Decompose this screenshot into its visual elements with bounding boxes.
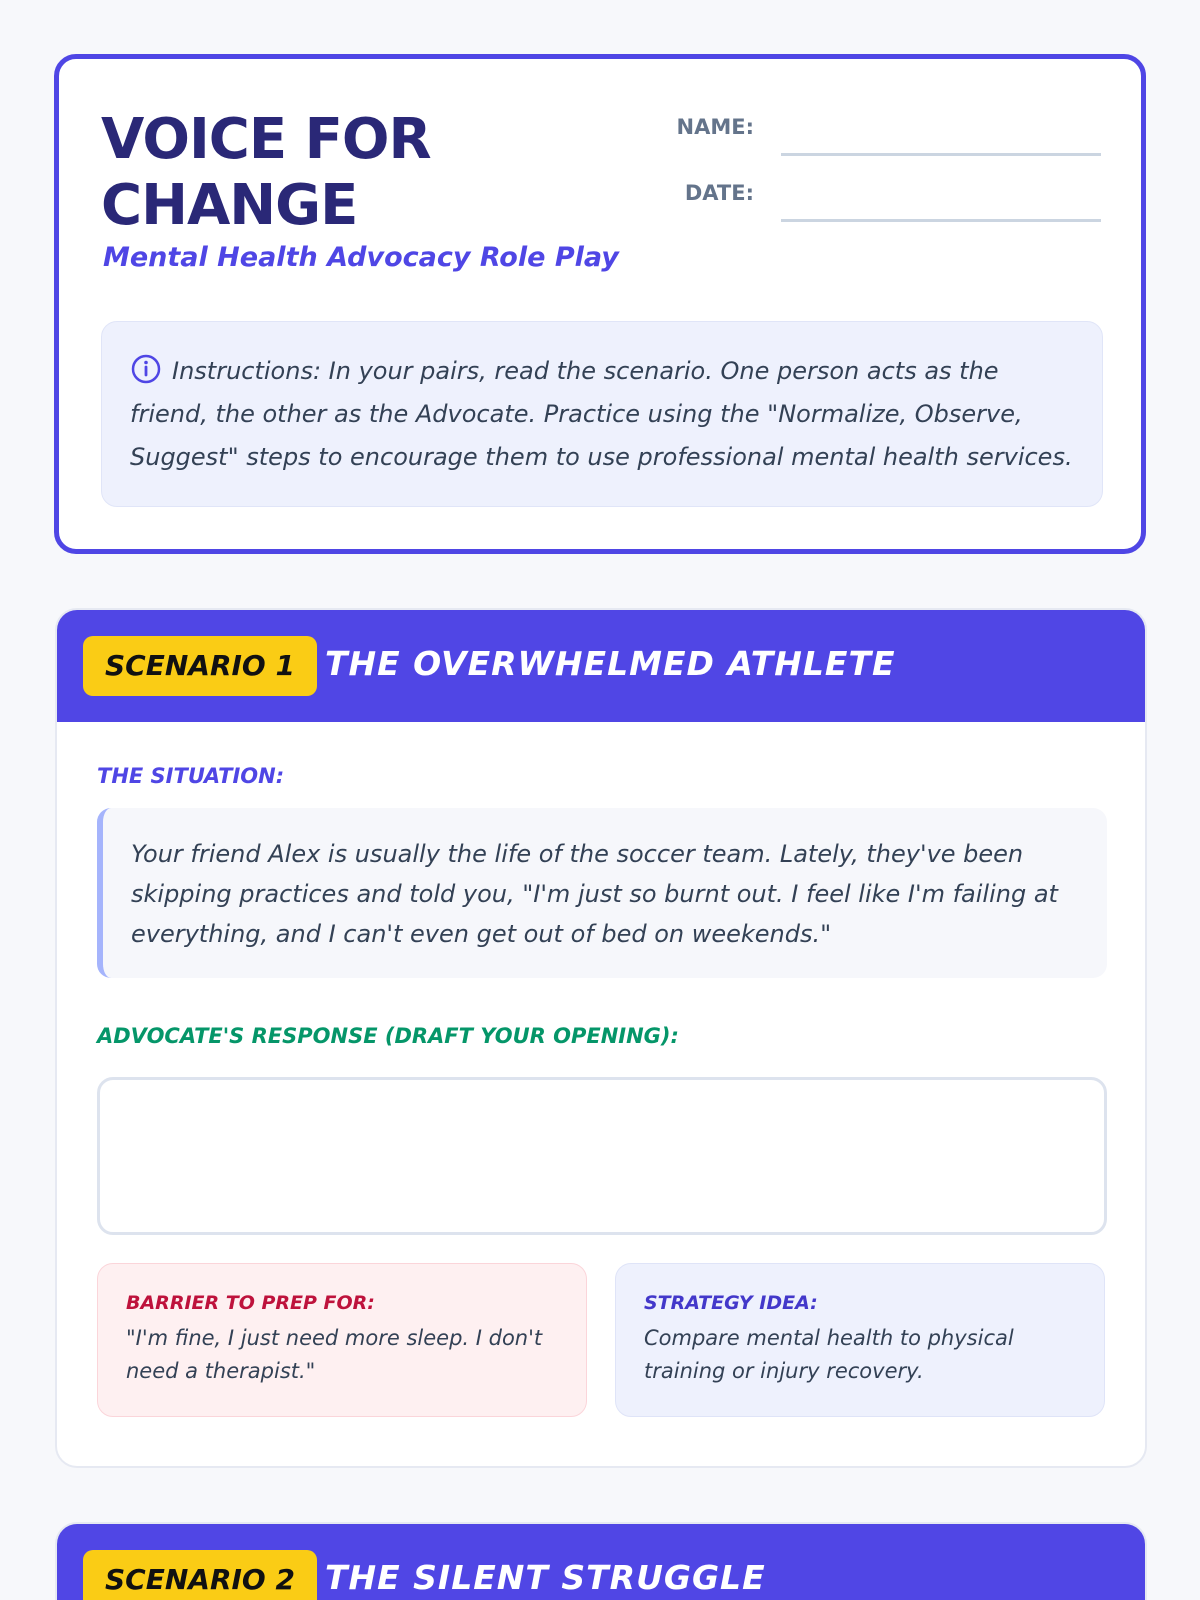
page-subtitle: Mental Health Advocacy Role Play: [103, 242, 619, 273]
situation-text: Your friend Alex is usually the life of the soccer team. Lately, they've been skipping practices and told you, "I'm just so burnt out. I feel like I'm failing at everything, and I can't even get out of bed on weekends.": [97, 808, 1107, 978]
barrier-box: [97, 1263, 587, 1417]
scenario-header: [57, 1524, 1145, 1600]
situation-label: THE SITUATION:: [97, 764, 285, 788]
date-label: DATE:: [684, 181, 754, 205]
name-label: NAME:: [676, 115, 754, 139]
scenario-badge: SCENARIO 1: [83, 636, 317, 696]
instructions-copy: Instructions: In your pairs, read the scenario. One person acts as the friend, the other as the Advocate. Practice using the "Normalize, Observe, Suggest" steps to encourage them to use professional mental health services.: [130, 357, 1073, 471]
worksheet-header-card: [54, 54, 1146, 554]
strategy-label: STRATEGY IDEA:: [644, 1292, 818, 1314]
strategy-box: [615, 1263, 1105, 1417]
instructions-box: [101, 321, 1103, 507]
info-circle-icon: [130, 353, 162, 385]
scenario-card-2: [55, 1522, 1147, 1600]
advocate-response-input[interactable]: [97, 1077, 1107, 1235]
strategy-text: Compare mental health to physical training or injury recovery.: [644, 1326, 1014, 1383]
scenario-title: THE SILENT STRUGGLE: [325, 1558, 766, 1597]
date-field[interactable]: [781, 219, 1101, 222]
scenario-card-1: [55, 608, 1147, 1468]
page-title: VOICE FOR CHANGE: [101, 107, 431, 238]
barrier-label: BARRIER TO PREP FOR:: [126, 1292, 375, 1314]
response-label: ADVOCATE'S RESPONSE (DRAFT YOUR OPENING):: [97, 1024, 679, 1048]
instructions-text: [130, 350, 1074, 479]
barrier-text: "I'm fine, I just need more sleep. I don't need a therapist.": [126, 1326, 543, 1383]
scenario-badge: SCENARIO 2: [83, 1550, 317, 1600]
scenario-title: THE OVERWHELMED ATHLETE: [325, 644, 896, 683]
name-field[interactable]: [781, 153, 1101, 156]
scenario-header: [57, 610, 1145, 722]
